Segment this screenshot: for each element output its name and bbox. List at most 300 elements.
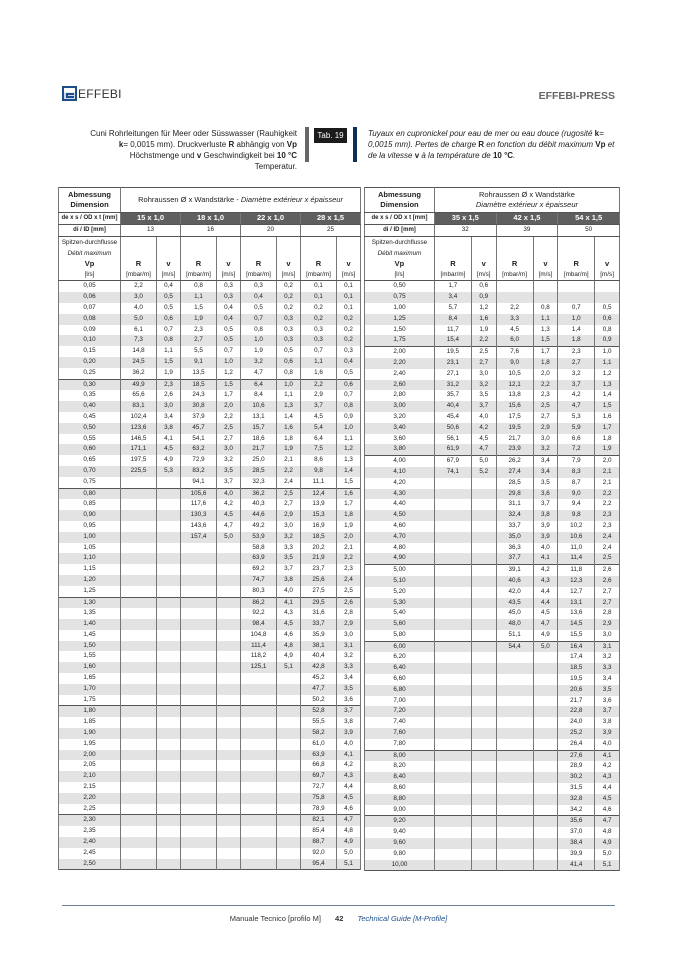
flow-rate-cell: 1,60 [59,662,121,673]
velocity-cell: 2,6 [595,565,620,576]
velocity-cell: 3,7 [337,706,361,717]
table-row [59,771,361,782]
table-row [59,455,361,466]
pressure-loss-cell [496,805,533,816]
pressure-loss-cell: 6,1 [121,325,157,336]
velocity-cell [157,826,181,837]
id-label: di / ID [mm] [365,224,435,236]
velocity-cell: 4,4 [337,782,361,793]
pressure-loss-cell: 9,0 [558,489,595,500]
velocity-cell: 3,5 [533,478,558,489]
velocity-cell: 0,2 [337,314,361,325]
velocity-cell: 4,1 [337,750,361,761]
flow-rate-cell: 1,00 [365,303,435,314]
table-row [365,565,620,576]
pressure-loss-cell: 13,6 [558,608,595,619]
velocity-cell: 1,9 [157,368,181,379]
pressure-loss-cell: 10,5 [496,369,533,380]
velocity-cell: 4,6 [337,804,361,815]
pressure-loss-cell [121,673,157,684]
pressure-loss-cell: 25,0 [241,455,277,466]
flow-rate-cell: 2,00 [59,750,121,761]
flow-rate-cell: 1,50 [365,325,435,336]
r-header: R [mbar/m] [301,236,337,281]
pressure-loss-cell: 20,2 [301,543,337,554]
flow-rate-cell: 1,70 [59,684,121,695]
pressure-loss-cell: 5,9 [558,423,595,434]
velocity-cell: 0,5 [157,292,181,303]
table-row [59,325,361,336]
table-title: Rohraussen Ø x Wandstärke - Diamètre extérieur x épaisseur [121,188,361,213]
pressure-loss-cell: 49,2 [241,521,277,532]
velocity-cell [157,706,181,717]
velocity-cell: 0,1 [337,292,361,303]
flow-rate-cell: 0,15 [59,346,121,357]
velocity-cell: 1,1 [595,358,620,369]
velocity-cell: 0,3 [337,346,361,357]
velocity-cell: 3,8 [157,423,181,434]
pressure-loss-cell [121,488,157,499]
pressure-loss-cell [181,750,217,761]
velocity-cell: 3,4 [533,467,558,478]
pressure-loss-cell [181,630,217,641]
brand-title: EFFEBI-PRESS [538,90,615,102]
velocity-cell [471,783,496,794]
pressure-loss-cell [434,553,471,564]
velocity-cell: 1,5 [533,335,558,346]
pressure-loss-cell: 111,4 [241,641,277,652]
pressure-loss-cell [121,521,157,532]
pressure-loss-cell: 24,5 [121,357,157,368]
pressure-loss-cell: 10,6 [241,401,277,412]
pressure-loss-cell: 27,5 [301,586,337,597]
pressure-loss-cell [121,717,157,728]
flow-rate-cell: 6,60 [365,674,435,685]
velocity-cell [277,837,301,848]
pressure-loss-cell: 69,7 [301,771,337,782]
flow-rate-cell: 3,60 [365,434,435,445]
pressure-loss-cell [181,793,217,804]
pressure-loss-cell: 146,5 [121,434,157,445]
outer-diameter-cell: 35 x 1,5 [434,213,496,225]
velocity-cell: 0,6 [337,379,361,390]
velocity-cell [533,739,558,750]
velocity-cell [471,805,496,816]
table-row [365,860,620,871]
flow-rate-cell: 0,95 [59,521,121,532]
flow-rate-cell: 5,20 [365,587,435,598]
velocity-cell: 3,7 [217,477,241,488]
pressure-loss-cell: 2,3 [181,325,217,336]
velocity-cell: 3,4 [533,456,558,467]
pressure-loss-cell [434,630,471,641]
table-row [59,837,361,848]
pressure-loss-cell [241,848,277,859]
pressure-loss-cell: 11,0 [558,543,595,554]
pressure-loss-cell: 80,3 [241,586,277,597]
table-row [59,423,361,434]
velocity-cell: 1,9 [277,444,301,455]
velocity-cell [157,750,181,761]
velocity-cell: 3,2 [277,532,301,543]
pressure-loss-cell: 17,5 [496,412,533,423]
table-row [365,499,620,510]
table-row [365,674,620,685]
pressure-loss-cell: 16,9 [301,521,337,532]
velocity-cell [217,848,241,859]
table-row [59,510,361,521]
pressure-loss-cell [181,586,217,597]
flow-rate-cell: 8,80 [365,794,435,805]
velocity-cell [471,706,496,717]
velocity-cell [217,717,241,728]
pressure-loss-cell: 15,7 [241,423,277,434]
velocity-cell: 1,0 [277,379,301,390]
pressure-loss-cell: 3,7 [558,380,595,391]
velocity-cell: 2,1 [277,455,301,466]
velocity-cell: 3,5 [217,466,241,477]
velocity-cell: 0,8 [157,335,181,346]
pressure-loss-cell: 7,5 [301,444,337,455]
pressure-loss-cell: 0,8 [241,325,277,336]
pressure-loss-cell: 37,7 [496,553,533,564]
pressure-loss-cell: 12,3 [558,576,595,587]
velocity-cell: 4,1 [277,597,301,608]
velocity-cell: 0,9 [337,412,361,423]
pressure-loss-cell [181,782,217,793]
divider-bar-gray [305,127,309,162]
velocity-cell: 1,6 [595,412,620,423]
pressure-loss-cell: 104,8 [241,630,277,641]
velocity-cell [157,760,181,771]
pressure-loss-cell: 157,4 [181,532,217,543]
pressure-loss-cell: 47,7 [301,684,337,695]
table-row [365,347,620,358]
pressure-loss-cell: 1,1 [181,292,217,303]
velocity-cell: 2,3 [595,521,620,532]
velocity-cell [157,815,181,826]
flow-rate-cell: 5,10 [365,576,435,587]
velocity-cell: 2,2 [217,412,241,423]
velocity-cell: 4,8 [277,641,301,652]
pressure-loss-cell: 19,5 [496,423,533,434]
pressure-loss-cell [121,859,157,870]
velocity-cell: 2,5 [533,401,558,412]
velocity-cell: 3,6 [595,696,620,707]
pressure-loss-cell [496,827,533,838]
table-row [59,717,361,728]
velocity-cell [157,532,181,543]
velocity-cell: 1,2 [217,368,241,379]
pressure-loss-cell: 171,1 [121,444,157,455]
dimension-header: Abmessung Dimension [365,188,435,213]
pressure-loss-cell: 0,7 [241,314,277,325]
pressure-loss-cell: 2,3 [558,347,595,358]
flow-rate-cell: 0,50 [365,281,435,292]
pressure-loss-cell: 15,3 [301,510,337,521]
velocity-cell [277,760,301,771]
inner-diameter-cell: 50 [558,224,620,236]
flow-rate-cell: 9,60 [365,838,435,849]
pressure-loss-cell: 48,0 [496,619,533,630]
pressure-loss-cell: 9,8 [301,466,337,477]
pressure-loss-cell [241,684,277,695]
table-row [365,641,620,652]
flow-rate-cell: 6,00 [365,641,435,652]
pressure-loss-cell [121,815,157,826]
pressure-loss-cell: 13,1 [558,598,595,609]
velocity-cell [217,859,241,870]
pressure-loss-cell [496,717,533,728]
pressure-loss-cell [121,848,157,859]
velocity-cell [471,630,496,641]
pressure-loss-cell [434,761,471,772]
table-row [59,412,361,423]
r-header: R [mbar/m] [241,236,277,281]
v-header: v [m/s] [157,236,181,281]
pressure-loss-cell [434,794,471,805]
velocity-cell: 1,2 [337,444,361,455]
pressure-loss-cell: 3,4 [434,292,471,303]
velocity-cell [157,782,181,793]
pressure-loss-cell: 35,0 [496,532,533,543]
pressure-loss-cell [121,739,157,750]
pressure-loss-cell [496,772,533,783]
velocity-cell [217,837,241,848]
flow-rate-cell: 1,45 [59,630,121,641]
pressure-loss-cell [558,292,595,303]
pressure-loss-cell [121,750,157,761]
pressure-loss-cell: 1,1 [301,357,337,368]
outer-diameter-cell: 42 x 1,5 [496,213,558,225]
pressure-loss-cell [241,728,277,739]
velocity-cell [533,674,558,685]
velocity-cell [277,750,301,761]
pressure-loss-cell [496,860,533,871]
pressure-loss-cell: 7,9 [558,456,595,467]
velocity-cell [277,684,301,695]
pressure-loss-cell: 11,1 [301,477,337,488]
pressure-loss-cell [434,805,471,816]
velocity-cell [533,652,558,663]
pressure-loss-cell [434,608,471,619]
velocity-cell: 0,6 [277,357,301,368]
velocity-cell: 3,0 [471,369,496,380]
velocity-cell: 4,2 [471,423,496,434]
pressure-loss-cell: 130,3 [181,510,217,521]
flow-rate-cell: 7,00 [365,696,435,707]
velocity-cell: 3,4 [157,412,181,423]
table-row [59,401,361,412]
velocity-cell [533,827,558,838]
pressure-loss-cell [434,772,471,783]
pressure-loss-cell [121,695,157,706]
velocity-cell [157,630,181,641]
pressure-loss-cell: 92,0 [301,848,337,859]
table-row [59,608,361,619]
pressure-loss-cell [181,619,217,630]
pressure-loss-cell: 5,7 [434,303,471,314]
pressure-loss-cell: 1,7 [434,281,471,292]
pressure-loss-cell: 20,6 [558,685,595,696]
velocity-cell [277,804,301,815]
pressure-loss-cell: 36,3 [496,543,533,554]
pressure-loss-cell: 1,0 [241,335,277,346]
velocity-cell: 4,5 [217,510,241,521]
velocity-cell: 4,8 [337,826,361,837]
velocity-cell [157,684,181,695]
pressure-loss-cell: 49,9 [121,379,157,390]
flow-rate-cell: 1,80 [59,706,121,717]
pressure-loss-cell: 123,6 [121,423,157,434]
flow-rate-cell: 0,10 [59,335,121,346]
pressure-loss-cell: 0,4 [241,292,277,303]
flow-rate-cell: 9,20 [365,816,435,827]
velocity-cell [157,641,181,652]
table-row [365,663,620,674]
velocity-cell: 0,1 [337,303,361,314]
velocity-cell: 3,1 [595,641,620,652]
flow-rate-cell: 1,95 [59,739,121,750]
velocity-cell: 1,9 [595,444,620,455]
pressure-loss-cell: 65,6 [121,390,157,401]
velocity-cell: 2,9 [595,619,620,630]
pressure-loss-cell: 27,1 [434,369,471,380]
velocity-cell [533,816,558,827]
pressure-loss-cell [121,619,157,630]
flow-rate-cell: 4,90 [365,553,435,564]
pressure-loss-cell: 8,3 [558,467,595,478]
pressure-loss-cell: 10,2 [558,521,595,532]
velocity-cell: 0,6 [471,281,496,292]
pressure-loss-cell: 1,4 [558,325,595,336]
flow-rate-cell: 1,25 [59,586,121,597]
flow-rate-cell: 1,55 [59,651,121,662]
velocity-cell [277,695,301,706]
flow-rate-cell: 0,50 [59,423,121,434]
pressure-loss-cell [434,827,471,838]
pressure-loss-cell: 0,1 [301,292,337,303]
pressure-loss-cell [181,804,217,815]
velocity-cell: 0,8 [533,303,558,314]
outer-diameter-cell: 15 x 1,0 [121,213,181,225]
pressure-loss-cell: 43,5 [496,598,533,609]
pressure-loss-cell: 6,0 [496,335,533,346]
pressure-loss-cell: 18,6 [241,434,277,445]
table-row [365,434,620,445]
pressure-loss-cell: 6,4 [241,379,277,390]
od-label: de x s / OD x t [mm] [365,213,435,225]
flow-rate-cell: 1,90 [59,728,121,739]
pressure-loss-cell: 24,3 [181,390,217,401]
velocity-cell [217,760,241,771]
velocity-cell [533,761,558,772]
pressure-loss-cell [181,684,217,695]
table-row [59,641,361,652]
velocity-cell: 3,3 [277,543,301,554]
velocity-cell: 3,9 [533,521,558,532]
velocity-cell [277,706,301,717]
pressure-loss-cell: 38,4 [558,838,595,849]
velocity-cell: 3,0 [217,444,241,455]
pressure-loss-cell [496,706,533,717]
pressure-loss-cell [121,706,157,717]
pressure-loss-cell [121,510,157,521]
table-row [365,335,620,346]
velocity-cell [533,838,558,849]
table-row [365,401,620,412]
pressure-loss-cell [121,608,157,619]
table-row [365,423,620,434]
flow-rate-cell: 0,25 [59,368,121,379]
velocity-cell: 0,6 [157,314,181,325]
pressure-loss-cell: 25,6 [301,575,337,586]
velocity-cell [217,728,241,739]
velocity-cell: 2,0 [337,532,361,543]
pressure-loss-cell: 40,3 [241,499,277,510]
velocity-cell: 0,5 [217,335,241,346]
inner-diameter-cell: 32 [434,224,496,236]
pressure-loss-cell [121,597,157,608]
velocity-cell: 3,9 [595,728,620,739]
pressure-loss-cell: 74,7 [241,575,277,586]
velocity-cell: 0,6 [595,314,620,325]
pressure-loss-cell: 4,7 [241,368,277,379]
pressure-loss-cell: 0,1 [301,281,337,292]
v-header: v [m/s] [533,236,558,281]
flow-rate-cell: 3,00 [365,401,435,412]
pressure-loss-cell: 2,7 [181,335,217,346]
table-row [365,467,620,478]
v-header: v [m/s] [337,236,361,281]
pressure-loss-cell [181,826,217,837]
pressure-loss-cell [434,750,471,761]
pressure-loss-cell [434,674,471,685]
outer-diameter-cell: 54 x 1,5 [558,213,620,225]
pressure-loss-cell: 34,2 [558,805,595,816]
description-french: Tuyaux en cupronickel pour eau de mer ou eau douce (rugosité k= 0,0015 mm). Pertes de charge R en fonction du débit maximum Vp et de la vitesse v à la température de 10 °C. [368,129,615,160]
pressure-loss-cell: 8,6 [301,455,337,466]
pressure-loss-cell: 50,2 [301,695,337,706]
pressure-loss-cell: 23,9 [496,444,533,455]
velocity-cell: 1,9 [337,521,361,532]
velocity-cell [471,553,496,564]
velocity-cell: 3,8 [277,575,301,586]
pressure-loss-cell: 2,9 [301,390,337,401]
velocity-cell [157,477,181,488]
pressure-loss-cell: 0,2 [301,314,337,325]
velocity-cell: 0,3 [277,325,301,336]
table-row [365,456,620,467]
velocity-cell: 0,7 [337,390,361,401]
velocity-cell: 1,4 [277,412,301,423]
flow-rate-cell: 10,00 [365,860,435,871]
table-row [59,848,361,859]
flow-rate-cell: 5,00 [365,565,435,576]
flow-rate-cell: 4,50 [365,510,435,521]
velocity-cell: 5,3 [157,466,181,477]
velocity-cell: 2,4 [277,477,301,488]
pressure-loss-cell [181,717,217,728]
velocity-cell [471,717,496,728]
velocity-cell: 4,3 [277,608,301,619]
pressure-loss-cell: 98,4 [241,619,277,630]
velocity-cell [471,816,496,827]
velocity-cell: 3,7 [471,401,496,412]
pressure-loss-cell: 10,6 [558,532,595,543]
velocity-cell: 4,4 [533,587,558,598]
velocity-cell [217,750,241,761]
